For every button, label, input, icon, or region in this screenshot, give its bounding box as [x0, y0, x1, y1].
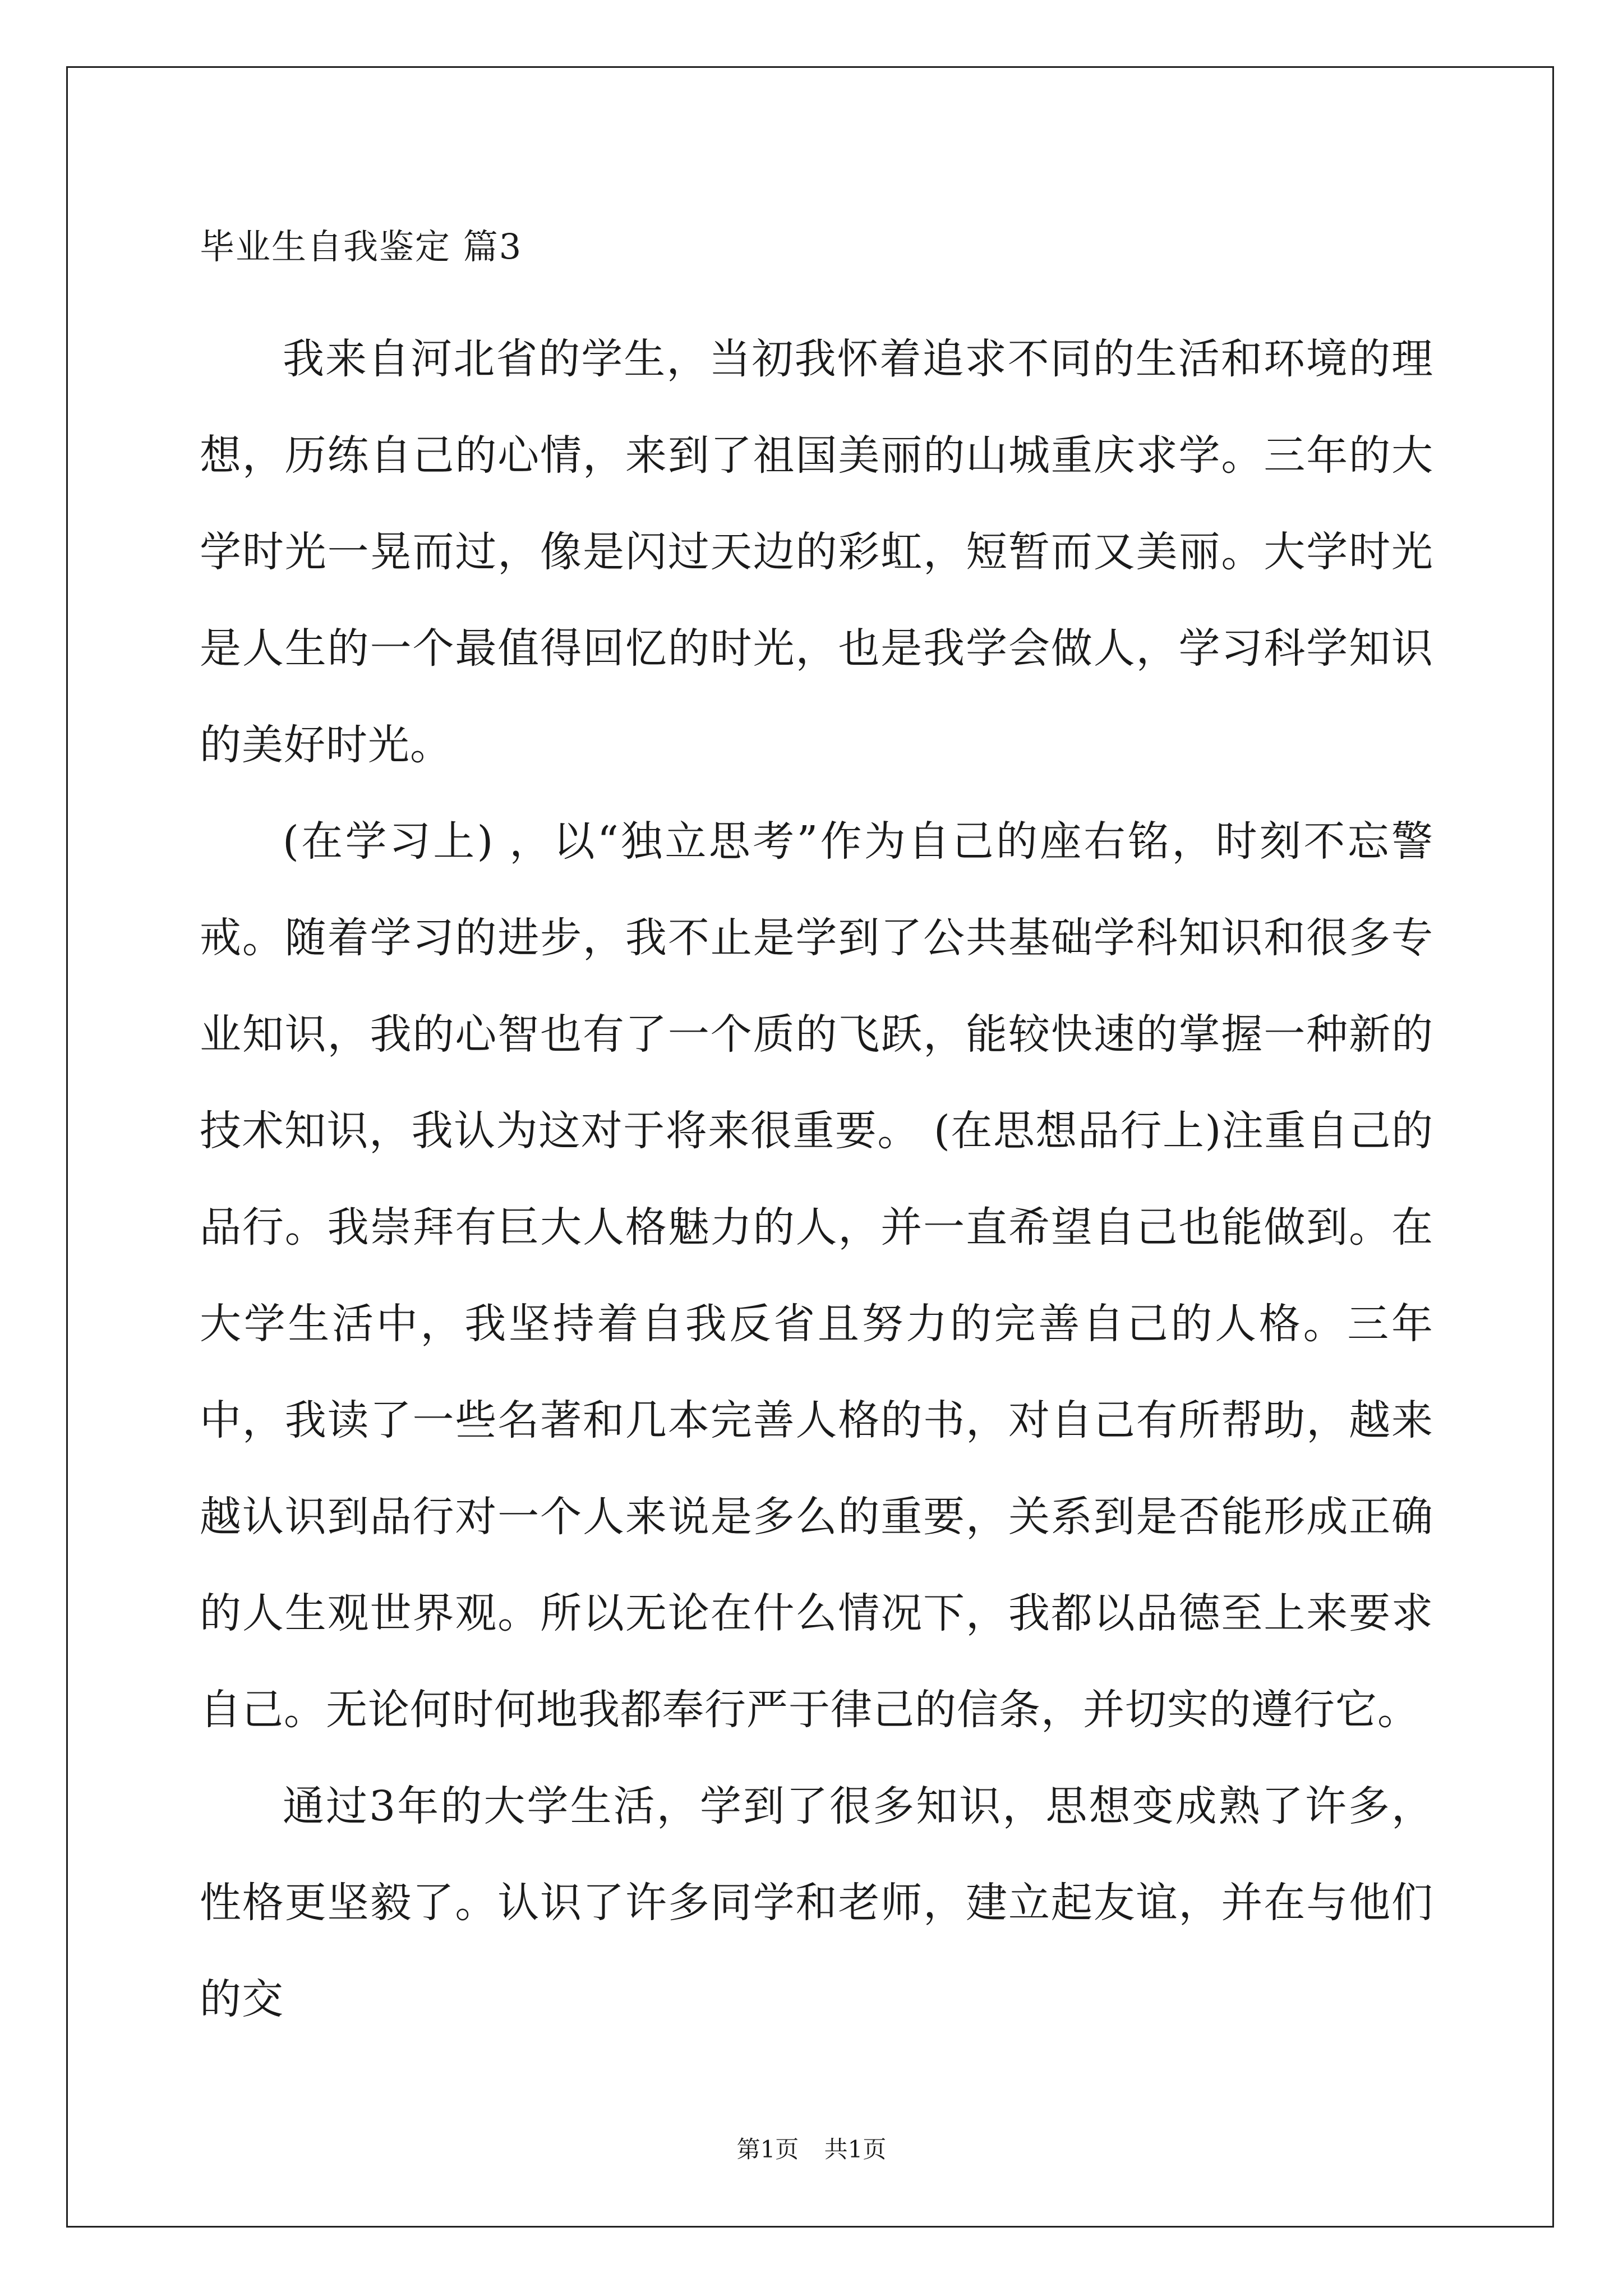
document-body — [200, 219, 1433, 2047]
document-title: 毕业生自我鉴定 篇3 — [200, 226, 523, 267]
paragraph-study-and-character: (在学习上) ，以“独立思考”作为自己的座右铭，时刻不忘警戒。随着学习的进步，我不止是学到了公共基础学科知识和很多专业知识，我的心智也有了一个质的飞跃，能较快速的掌握一种新的技术知识，我认为这对于将来很重要。 (在思想品行上)注重自己的品行。我崇拜有巨大人格魅力的人，并一直希望自己也能做到。在大学生活中，我坚持着自我反省且努力的完善自己的人格。三年中，我读了一些名著和几本完善人格的书，对自己有所帮助，越来越认识到品行对一个人来说是多么的重要，关系到是否能形成正确的人生观世界观。所以无论在什么情况下，我都以品德至上来要求自己。无论何时何地我都奉行严于律己的信条，并切实的遵行它。 — [200, 817, 1433, 1734]
page-footer — [0, 2133, 1623, 2166]
paragraph-summary: 通过3年的大学生活，学到了很多知识，思想变成熟了许多，性格更坚毅了。认识了许多同学和老师，建立起友谊，并在与他们的交 — [200, 1782, 1433, 2023]
page-total: 共1页 — [824, 2136, 887, 2163]
page-number: 第1页 — [736, 2136, 799, 2163]
paragraph-intro: 我来自河北省的学生，当初我怀着追求不同的生活和环境的理想，历练自己的心情，来到了祖国美丽的山城重庆求学。三年的大学时光一晃而过，像是闪过天边的彩虹，短暂而又美丽。大学时光是人生的一个最值得回忆的时光，也是我学会做人，学习科学知识的美好时光。 — [200, 335, 1433, 769]
